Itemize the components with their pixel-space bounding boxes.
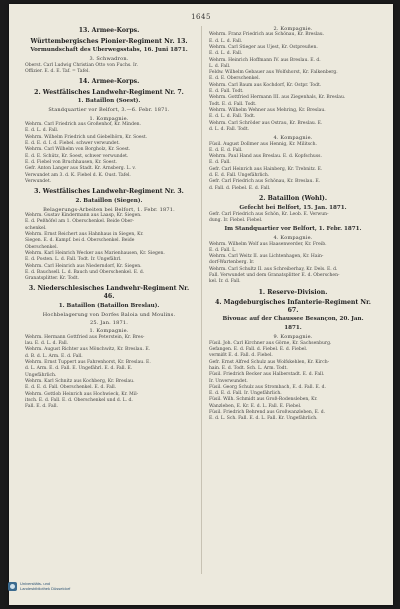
text-line: E. d. E. d. Fall. Oberschenkel. E. d. Fall. <box>25 385 117 391</box>
minor-heading: Hochbelagerung von Dorfes Baloia und Moulins. <box>42 311 176 318</box>
section-heading: Württembergisches Pionier-Regiment Nr. 13. <box>30 37 188 45</box>
text-line: L. d. Fall. <box>209 63 231 69</box>
text-line: Ungefährlich. <box>25 372 57 378</box>
text-line: Wehrm. August Richter aus Mönchwitz, Kr. Breslau. E. <box>25 347 151 353</box>
text-line: Wehrm. Paul Hand aus Breslau. E. d. Kopfschuss. <box>209 154 322 160</box>
text-line: Füsil. Georg Schulz aus Strombach, E. d. Fall. E. d. <box>209 384 326 390</box>
text-line: Wehrm. Carl Baum aus Kochdorf, Kr. Ostpr. Todt. <box>209 82 322 88</box>
text-line: hain. E. d. Todt. Sch. L. Arm. Todt. <box>209 365 288 371</box>
minor-heading: 1. Kompagnie. <box>89 328 129 335</box>
right-column <box>209 24 377 423</box>
text-line: E. d. E. Schütz, Kr. Soest, schwer verwundet. <box>25 153 129 159</box>
library-logo-line2: Landesbibliothek Düsseldorf <box>20 585 71 591</box>
minor-heading: 2. Kompagnie. <box>273 26 313 32</box>
text-line: Verwundet am 3. d. K. Fiebel d. K. Oust. Tafel. <box>25 172 131 178</box>
minor-heading: Belagerungs-Arbeiten bei Belfort, 1. Febr. 1871. <box>43 206 175 213</box>
text-line: kel. Ir. d. Fall. <box>209 279 241 285</box>
text-line: E. d. L. d. Fall. Todt. <box>209 114 256 120</box>
text-line: dorf-Wartenberg. Ir. <box>209 260 255 266</box>
subsection-heading: 1. Bataillon (Bataillon Breslau). <box>58 302 160 309</box>
text-line: Fall. Verwundet und dem Granatsplitter E. d. Oberschen- <box>209 273 340 279</box>
text-line: d. Fall. d. Fiebel. E. d. Fall. <box>209 185 271 191</box>
library-logo-line1: Universitäts- und <box>20 581 51 586</box>
text-line: Wehrm. Carl Weitz II. aus Lichtenhagen, Kr. Hain- <box>209 254 324 260</box>
text-line: E. d. L. d. Fall. <box>209 51 243 57</box>
text-line: Oberst. Carl Ludwig Christian Otto von Fuchs. Ir. <box>25 62 138 68</box>
text-line: E. d. Fall. L. <box>209 247 237 253</box>
subsection-heading: Vormundschaft des Uberwegsstabs, 16. Juni 1871. <box>30 47 188 54</box>
text-line: d. E. d. Fall. Ungefährlich. <box>209 173 270 179</box>
text-line: Oberschenkel. <box>25 244 58 250</box>
section-heading: 4. Magdeburgisches Infanterie-Regiment Nr. 67. <box>215 299 371 314</box>
text-line: lau. E. d. L. d. Fall. <box>25 341 69 347</box>
text-line: Wehrm. Carl Schröder aus Ostrau, Kr. Breslau. E. <box>209 120 323 126</box>
text-line: E. d. E. d. Fall. Ir. Ungefährlich. <box>209 391 282 397</box>
subsection-heading: Bivouac auf der Chaussee Besançon, 20. Jan. <box>222 316 364 323</box>
section-heading: 13. Armee-Korps. <box>78 27 140 34</box>
text-line: E. d. E. d. I. d. Fiebel. schwer verwundet. <box>25 141 120 147</box>
document-page <box>9 4 393 605</box>
text-line: vermißt E. d. Fall. d. Fiebel. <box>209 353 273 359</box>
text-line: E. d. Fiebel von Bruchhausen, Kr. Soest. <box>25 159 117 165</box>
text-line: Gefr. Carl Friedrich aus Schönau, Kr. Breslau. E. <box>209 179 321 185</box>
minor-heading: Standquartier vor Belfort, 3.—6. Febr. 1871. <box>48 107 170 114</box>
text-line: Wehrm. Carl Schultz II. aus Schreiberhay, Kr. Dels. E. d. <box>209 266 338 272</box>
text-line: Füsil. Joh. Carl Kirchner aus Görne, Kr. Sachsenburg. <box>209 340 332 346</box>
text-line: Wehrm. Hermann Gottfried aus Peterstein, Kr. Bres- <box>25 334 145 340</box>
minor-heading: 25. Jan. 1871. <box>89 320 129 327</box>
left-column <box>25 24 193 410</box>
section-heading: 2. Westfälisches Landwehr-Regiment Nr. 7. <box>34 88 184 96</box>
text-line: Gefangen. E. d. Fall. d. Fiebel. E. d. Fiebel. <box>209 347 308 353</box>
text-line: Wehrm. Gottlob Heinrich aus Hochwieck, Kr. Mil- <box>25 391 139 397</box>
column-divider <box>201 26 202 574</box>
text-line: Todt. E. d. Fall. Todt. <box>209 101 257 107</box>
text-line: Wehrm. Wilhelm Wehner aus Mehring, Kr. Breslau. <box>209 107 326 113</box>
subsection-heading: 1. Bataillon (Soest). <box>77 98 141 105</box>
library-logo <box>8 582 70 591</box>
text-line: E. d. Fall. <box>209 160 231 166</box>
text-line: E. d. Posten. L. d. Fall. Todt. Ir. Ungefährl. <box>25 257 122 263</box>
subsection-heading: Im Standquartier vor Belfort, 1. Febr. 1871. <box>224 226 362 233</box>
text-line: schenkel. <box>25 225 47 231</box>
library-logo-icon <box>8 582 17 591</box>
text-line: Ir. Unverwundet. <box>209 378 248 384</box>
text-line: dung. Ir. Fiebel. Fiebel. <box>209 217 263 223</box>
text-line: Gefr. Carl Heinrich aus Hainberg, Kr. Trebnitz. E. <box>209 166 323 172</box>
text-line: itsch. E. d. Fall. E. d. Oberschenkel und d. L. d. <box>25 397 133 403</box>
text-line: Siegen. E. d. Kampf. bei d. Oberschenkel. Beide <box>25 238 135 244</box>
text-line: Wehrm. Carl Wilhelm von Borgholz, Kr. Soest. <box>25 147 131 153</box>
text-line: Wehrm. Heinrich Hoffmann IV. aus Breslau. E. d. <box>209 57 321 63</box>
minor-heading: 4. Kompagnie. <box>273 135 313 142</box>
text-line: Gefr. Carl Friedrich aus Schön, Kr. Leob. E. Verwun- <box>209 211 329 217</box>
text-line: Wehrm. Franz Friedrich aus Schönau, Kr. Breslau. <box>209 32 325 38</box>
text-line: Wehrm. Karl Heinrich Wecker aus Marienhausen, Kr. Siegen. <box>25 250 165 256</box>
text-line: E. d. L. d. Fall. <box>25 128 59 134</box>
text-line: d. B. d. L. Arm. E. d. Fall. <box>25 353 83 359</box>
section-heading: 2. Bataillon (Wohl). <box>259 194 327 202</box>
text-line: Wehrm. Gustav Kindermann aus Laasp, Kr. Siegen. <box>25 213 142 219</box>
text-line: Wanzleben, E. Kr. E. d. L. Fall. E. Fiebel. <box>209 403 302 409</box>
subsection-heading: 1871. <box>284 325 302 332</box>
text-line: Offizier. E. d. E. Taf. = Tafel. <box>25 68 90 74</box>
text-line: E. d. E. d. Fall. <box>209 147 243 153</box>
section-heading: 14. Armee-Korps. <box>78 78 140 86</box>
text-line: Füsil. August Dollmer aus Hennig, Kr. Militsch. <box>209 141 317 147</box>
text-line: Füsil. Friedrich Behrend aus Großwanzleben, E. d. <box>209 410 326 416</box>
text-line: Granatsplitter. Kr. Todt. <box>25 276 80 282</box>
minor-heading: 3. Schwadron. <box>89 56 129 63</box>
text-line: Füsil. Friedrich Becker aus Halberstadt. E. d. Fall. <box>209 372 325 378</box>
text-line: Wehrm. Ernst Reichert aus Hahnhaus in Siegen, Kr. <box>25 232 144 238</box>
text-line: Wehrm. Wilhelm Friedrich und Giebelhörn, Kr. Soest. <box>25 134 148 140</box>
text-line: Feldw. Wilhelm Gebauer aus Wolfshorst, Kr. Falkenberg. <box>209 70 338 76</box>
minor-heading: 9. Kompagnie. <box>273 334 313 341</box>
section-heading: 3. Niederschlesisches Landwehr-Regiment Nr. 46. <box>28 285 190 301</box>
text-line: E. d. Peßhöfel am 1. Oberschenkel. Beide Ober- <box>25 219 134 225</box>
text-line: Wehrm. Carl Friedrich aus Großenhof, Kr. Minden. <box>25 122 141 128</box>
text-line: E. d. E. Oberschenkel. <box>209 76 260 82</box>
text-line: d. L. Arm. E. d. Fall. E. Ungefährl. E. d. Fall. E. <box>25 366 133 372</box>
subsection-heading: 2. Bataillon (Siegen). <box>75 197 143 204</box>
text-line: Füsil. Wilh. Schmidt aus Groß-Rodensleben, Kr. <box>209 397 318 403</box>
subsection-heading: Gefecht bei Belfort, 15. Jan. 1871. <box>239 204 347 211</box>
text-line: E. d. Fall. Todt. <box>209 89 244 95</box>
text-line: Wehrm. Gottfried Hermann III. aus Ziegenhals, Kr. Breslau. <box>209 95 346 101</box>
minor-heading: 4. Kompagnie. <box>273 235 313 242</box>
page-number: 1645 <box>191 13 211 21</box>
minor-heading: 1. Kompagnie. <box>89 115 129 122</box>
text-line: Gefr. Anton Langer aus Stadt. Kr. Arnsberg. L. v. <box>25 166 136 172</box>
text-line: Gefr. Ernst Alfred Schulz aus Wolfskehlen, Kr. Kirch- <box>209 359 330 365</box>
text-line: Wehrm. Carl Heinrich aus Niederndorf, Kr. Siegen. <box>25 263 142 269</box>
text-line: Wehrm. Ernst Tuppert aus Fahrenhorst, Kr. Breslau. E. <box>25 360 151 366</box>
text-line: E. d. Bauchsell. L. d. Bauch und Oberschenkel. E. d. <box>25 269 145 275</box>
text-line: Wehrm. Karl Schnitz aus Kochberg, Kr. Breslau. <box>25 378 135 384</box>
text-line: Wehrm. Carl Stieger aus Ujest, Kr. Ostpreußen. <box>209 45 318 50</box>
section-heading: 1. Reserve-Division. <box>258 288 328 296</box>
text-line: Fall. E. d. Fall. <box>25 404 58 410</box>
text-line: Wehrm. Wilhelm Wolf aus Haasenwerder, Kr. Freib. <box>209 241 327 247</box>
text-line: E. d. L. Sch. Fall. E. d. L. Fall. Kr. Ungefährlich. <box>209 416 318 422</box>
library-logo-text <box>20 582 70 591</box>
text-line: E. d. L. d. Fall. <box>209 38 243 44</box>
section-heading: 3. Westfälisches Landwehr-Regiment Nr. 3. <box>34 188 184 196</box>
text-line: d. L. d. Fall. Todt. <box>209 126 250 132</box>
text-line: Verwundet. <box>25 178 52 184</box>
